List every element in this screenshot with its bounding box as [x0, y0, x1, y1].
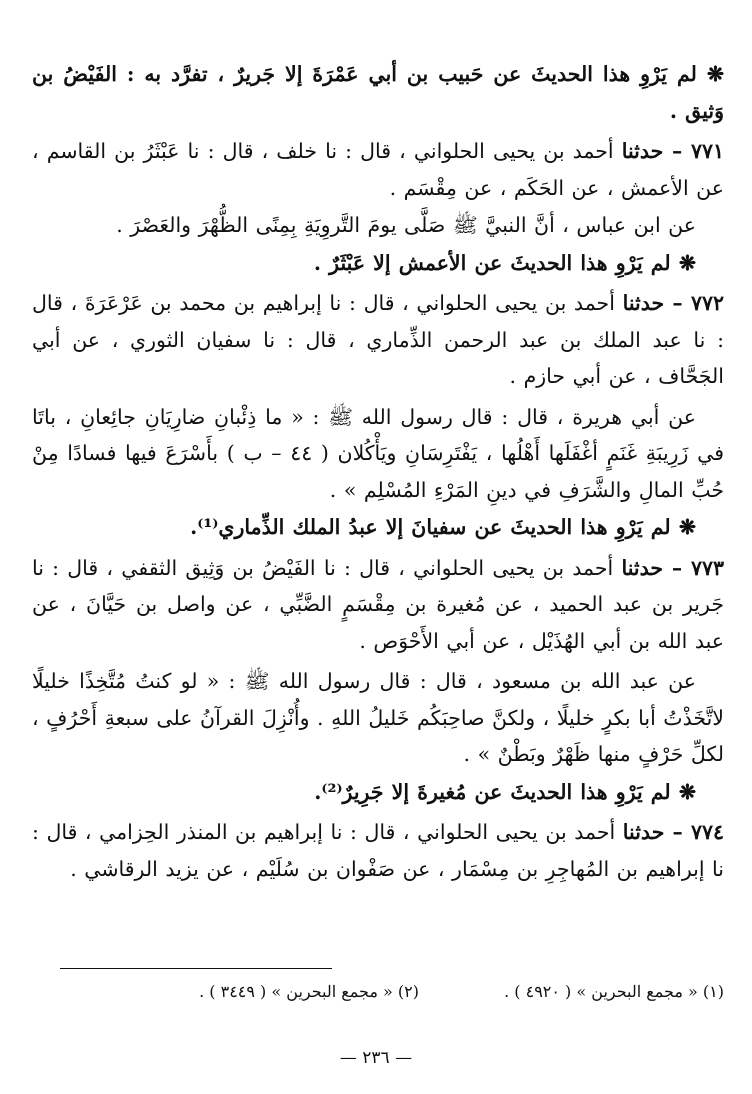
hadith-774-isnad: [32, 814, 724, 887]
note-771: [32, 245, 724, 282]
note-772: [32, 509, 724, 546]
footnotes: [32, 980, 724, 1004]
hadith-771-matn: [32, 207, 724, 244]
note-text: ❋ لم يَرْوِ هذا الحديثَ عن حَبيب بن أبي عَمْرَةَ إلا جَريرٌ ، تفرَّد به : الفَيْضُ بن وَثيق .: [32, 62, 724, 123]
isnad-text: أحمد بن يحيى الحلواني ، قال : نا إبراهيم بن محمد بن عَرْعَرَةَ ، قال : نا عبد الملك بن عبد الرحمن الذِّماري ، قال : نا سفيان الثوري ، عن أبي الجَحَّاف ، عن أبي حازم .: [32, 291, 724, 388]
note-text: ❋ لم يَرْوِ هذا الحديثَ عن مُغيرةَ إلا جَرِيرٌ⁽²⁾.: [314, 779, 696, 804]
footnote-2: (٢) « مجمع البحرين » ( ٣٤٤٩ ) .: [199, 982, 419, 1001]
hadith-number-774: ٧٧٤ – حدثنا: [622, 820, 724, 844]
note-text: ❋ لم يَرْوِ هذا الحديثَ عن الأعمش إلا عَبْثَرٌ .: [313, 250, 696, 275]
note-773: [32, 774, 724, 811]
hadith-number-771: ٧٧١ – حدثنا: [621, 139, 724, 163]
footnote-1: (١) « مجمع البحرين » ( ٤٩٢٠ ) .: [504, 982, 724, 1001]
matn-text: عن ابن عباس ، أنَّ النبيَّ ﷺ صَلَّى يومَ التَّروِيَةِ بِمِنًى الظُّهْرَ والعَصْرَ .: [116, 213, 696, 237]
hadith-773-matn: [32, 663, 724, 773]
hadith-772-isnad: [32, 285, 724, 395]
matn-text: عن عبد الله بن مسعود ، قال : قال رسول الله ﷺ : « لو كنتُ مُتَّخِذًا خليلًا لاتَّخَذْتُ أبا بكرٍ خليلًا ، ولكنَّ صاحِبَكُم خَليلُ اللهِ . وأُنْزِلَ القرآنُ على سبعةِ أَحْرُفٍ ، لكلِّ حَرْفٍ منها ظَهْرٌ وبَطْنٌ » .: [32, 669, 724, 766]
hadith-771-isnad: [32, 133, 724, 206]
hadith-772-matn: [32, 399, 724, 509]
page-number: — ٢٣٦ —: [339, 1048, 413, 1068]
hadith-number-772: ٧٧٢ – حدثنا: [622, 291, 724, 315]
matn-text: عن أبي هريرة ، قال : قال رسول الله ﷺ : « ما ذِئْبانِ ضارِيَانِ جائِعانِ ، باتَا في زَرِيبَةِ غَنَمٍ أغْفَلَها أَهْلُها ، يَفْتَرِسَانِ ويَأْكُلان ( ٤٤ – ب ) بأَسْرَعَ فيها فسادًا مِنْ حُبِّ المالِ والشَّرَفِ في دينِ المَرْءِ المُسْلِم » .: [32, 404, 724, 502]
note-770: [32, 56, 724, 129]
isnad-text: أحمد بن يحيى الحلواني ، قال : نا خلف ، قال : نا عَبْثَرُ بن القاسم ، عن الأعمش ، عن الحَكَم ، عن مِقْسَم .: [32, 139, 724, 200]
hadith-number-773: ٧٧٣ – حدثنا: [621, 555, 724, 580]
hadith-773-isnad: [32, 550, 724, 660]
isnad-text: أحمد بن يحيى الحلواني ، قال : نا الفَيْضُ بن وَثِيق الثقفي ، قال : نا جَرير بن عبد الحميد ، عن مُغيرة بن مِقْسَمٍ الضَّبِّي ، عن واصل بن حَيَّانَ ، عن عبد الله بن أبي الهُذَيْل ، عن أبي الأَحْوَص .: [32, 555, 724, 653]
note-text: ❋ لم يَرْوِ هذا الحديثَ عن سفيانَ إلا عبدُ الملك الذِّماري⁽¹⁾.: [190, 515, 696, 539]
footnote-divider: [60, 968, 332, 969]
isnad-text: أحمد بن يحيى الحلواني ، قال : نا إبراهيم بن المنذر الحِزامي ، قال : نا إبراهيم بن المُهاجِرِ بن مِسْمَار ، عن صَفْوان بن سُلَيْم ، عن يزيد الرقاشي .: [32, 820, 724, 881]
